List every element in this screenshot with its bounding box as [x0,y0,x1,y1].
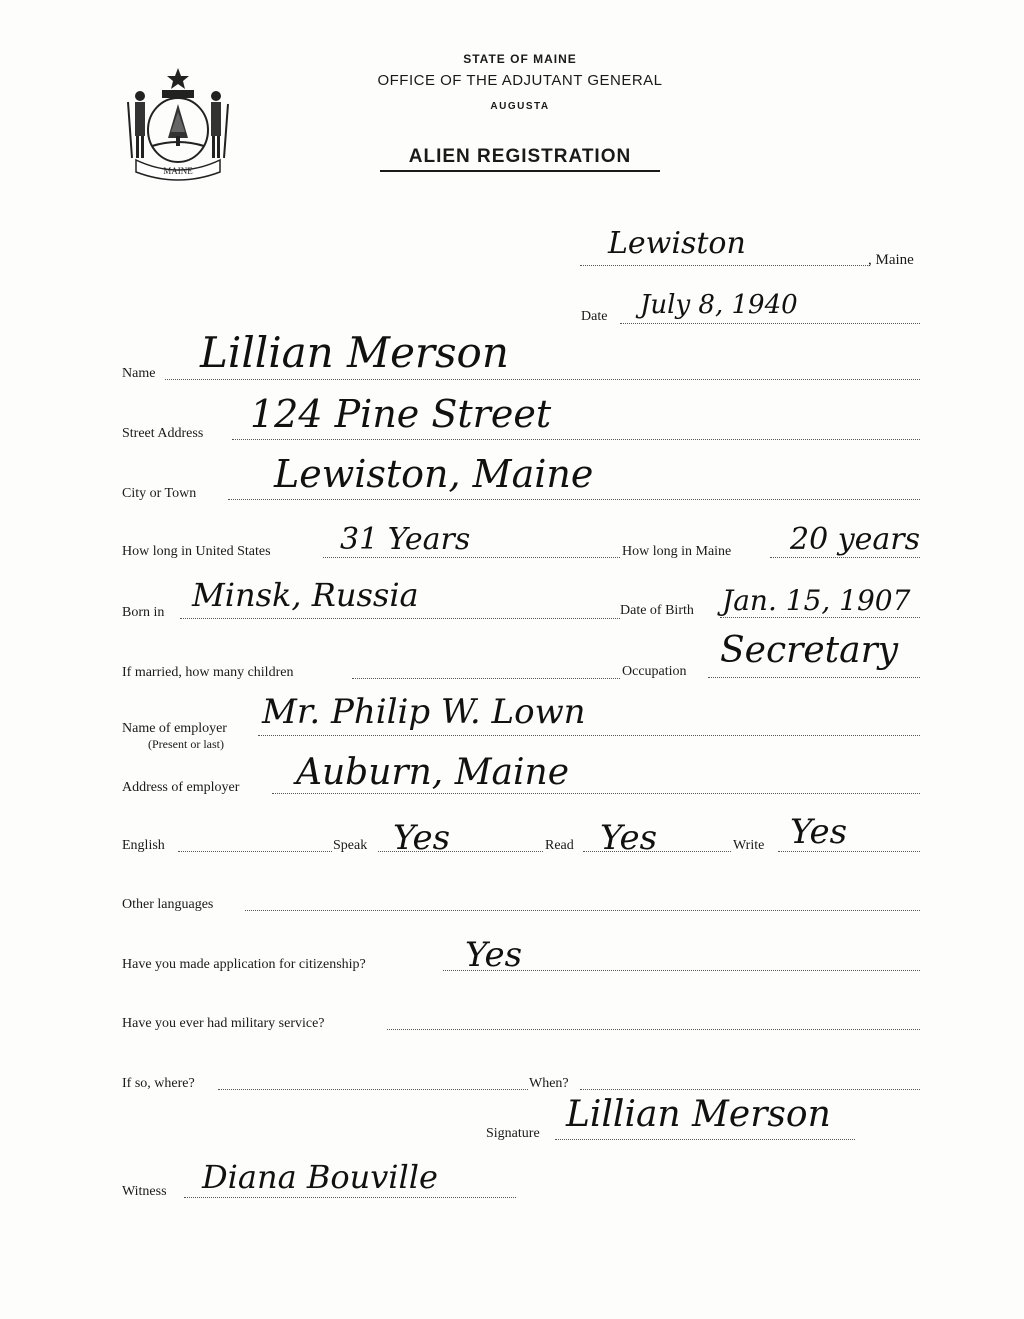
where-label: If so, where? [122,1076,195,1091]
dob-entry: Jan. 15, 1907 [722,584,911,617]
years-maine-label: How long in Maine [622,544,732,559]
children-label: If married, how many children [122,665,294,680]
witness-entry: Diana Bouville [202,1158,438,1196]
years-us-label: How long in United States [122,544,271,559]
english-label: English [122,838,165,853]
city-entry: Lewiston [608,226,746,261]
form-title: ALIEN REGISTRATION [380,146,660,172]
born-in-entry: Minsk, Russia [192,576,419,614]
speak-entry: Yes [393,818,451,858]
speak-label: Speak [333,838,368,853]
employer-address-entry: Auburn, Maine [296,752,570,793]
city-town-entry: Lewiston, Maine [274,452,594,496]
city-suffix-label: , Maine [868,252,914,268]
svg-text:MAINE: MAINE [163,166,193,176]
city-heading: AUGUSTA [490,101,550,112]
read-label: Read [545,838,574,853]
signature-entry: Lillian Merson [566,1094,831,1135]
state-heading: STATE OF MAINE [463,52,577,66]
street-entry: 124 Pine Street [250,392,552,436]
maine-state-seal-icon [122,62,234,182]
years-us-entry: 31 Years [340,522,471,557]
employer-sublabel: (Present or last) [148,737,224,751]
write-entry: Yes [790,812,848,852]
citizenship-label: Have you made application for citizenship? [122,957,366,972]
other-languages-label: Other languages [122,897,214,912]
occupation-entry: Secretary [720,630,899,671]
date-label: Date [581,309,608,324]
office-heading: OFFICE OF THE ADJUTANT GENERAL [377,72,663,89]
occupation-label: Occupation [622,664,687,679]
citizenship-entry: Yes [465,935,523,975]
write-label: Write [733,838,765,853]
employer-address-label: Address of employer [122,780,240,795]
read-entry: Yes [600,818,658,858]
name-entry: Lillian Merson [200,328,509,377]
street-label: Street Address [122,426,204,441]
witness-label: Witness [122,1184,167,1199]
dob-label: Date of Birth [620,603,694,618]
born-in-label: Born in [122,605,165,620]
years-maine-entry: 20 years [790,522,921,557]
signature-label: Signature [486,1126,540,1141]
employer-label: Name of employer [122,721,227,736]
when-label: When? [529,1076,569,1091]
employer-entry: Mr. Philip W. Lown [262,692,586,732]
military-label: Have you ever had military service? [122,1016,325,1031]
city-town-label: City or Town [122,486,197,501]
name-label: Name [122,366,156,381]
date-entry: July 8, 1940 [640,290,798,320]
